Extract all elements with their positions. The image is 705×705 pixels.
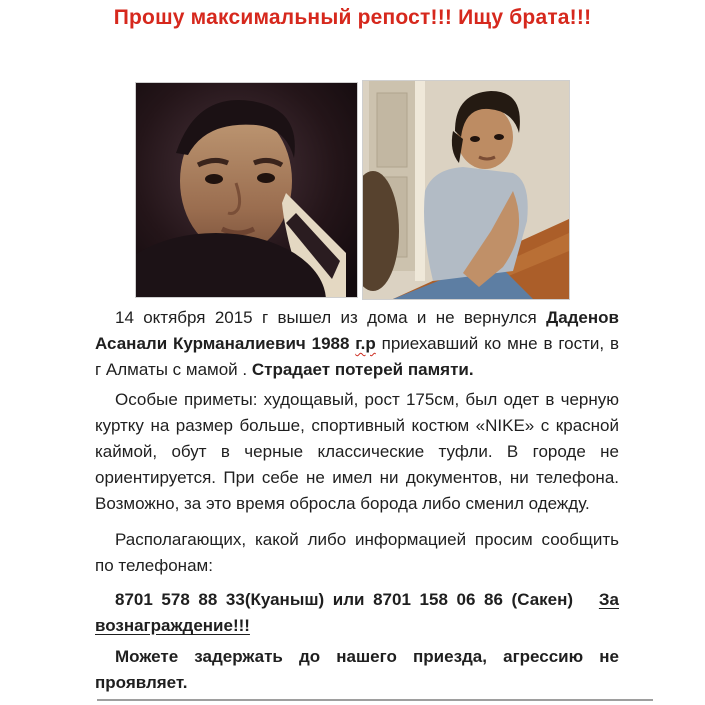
paragraph-detain-note: Можете задержать до нашего приезда, агрессию не проявляет. xyxy=(95,647,619,692)
paragraph-phones xyxy=(95,587,619,639)
paragraph-intro xyxy=(95,305,619,383)
reward-note: За вознаграждение!!! xyxy=(95,590,619,635)
birth-year-abbrev: г.р xyxy=(355,334,376,353)
phone-numbers: 8701 578 88 33(Куаныш) или 8701 158 06 86 (Сакен) xyxy=(115,590,599,609)
photo-left-eye xyxy=(257,173,275,183)
photo-left xyxy=(135,82,358,298)
bottom-divider-line xyxy=(97,699,653,701)
intro-text-2: приехавший ко мне в гости, в г Алматы с мамой . xyxy=(95,334,619,379)
paragraph-description: Особые приметы: худощавый, рост 175см, был одет в черную куртку на размер больше, спортивный костюм «NIKE» с красной каймой, обут в черные классические туфли. В городе не ориентируется. При себе не имел ни документов, ни телефона. Возможно, за это время обросла борода либо сменил одежду. xyxy=(95,390,619,513)
photo-right xyxy=(362,80,570,300)
photo-right-eye xyxy=(494,134,504,140)
memory-loss-note: Страдает потерей памяти. xyxy=(251,360,474,379)
photo-right-image xyxy=(363,81,569,299)
photo-right-eye xyxy=(470,136,480,142)
flyer-body xyxy=(95,305,619,696)
photo-right-door-frame xyxy=(415,81,425,281)
flyer-title: Прошу максимальный репост!!! Ищу брата!!! xyxy=(113,6,592,29)
photo-left-eye xyxy=(205,174,223,184)
missing-person-name: Даденов Асанали Курманалиевич 1988 xyxy=(95,308,619,353)
photo-right-door-panel xyxy=(377,93,407,167)
photos-row xyxy=(0,80,705,300)
paragraph-contact-request: Располагающих, какой либо информацией просим сообщить по телефонам: xyxy=(95,530,619,575)
intro-text: 14 октября 2015 г вышел из дома и не вернулся xyxy=(115,308,547,327)
photo-left-image xyxy=(136,83,357,297)
